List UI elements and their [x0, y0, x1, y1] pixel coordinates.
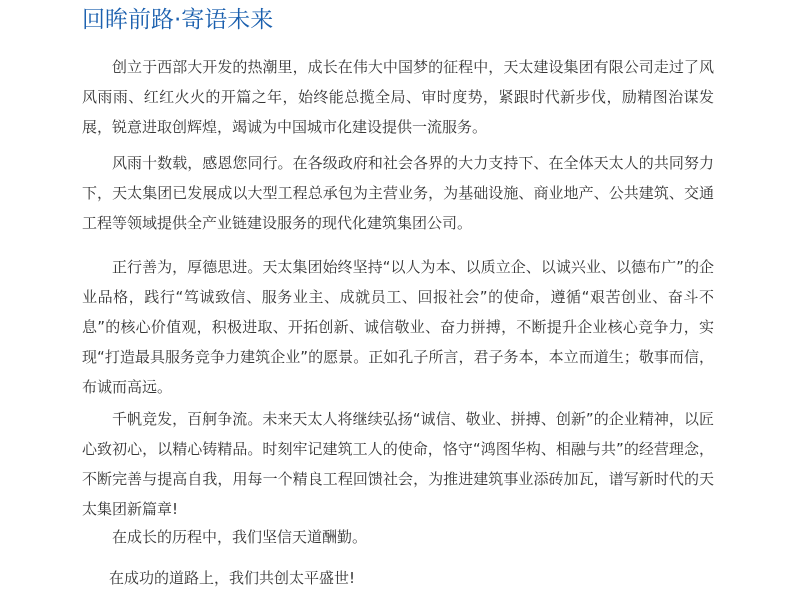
page-title: 回眸前路·寄语未来: [82, 7, 274, 33]
paragraph-development: 风雨十数载，感恩您同行。在各级政府和社会各界的大力支持下、在全体天太人的共同努力下，天太集团已发展成以大型工程总承包为主营业务，为基础设施、商业地产、公共建筑、交通工程等领域提供全产业链建设服务的现代化建筑集团公司。: [82, 154, 714, 232]
paragraph-values: 正行善为，厚德思进。天太集团始终坚持“以人为本、以质立企、以诚兴业、以德布广”的企业品格，践行“笃诚致信、服务业主、成就员工、回报社会”的使命，遵循“艰苦创业、奋斗不息”的核心价值观，积极进取、开拓创新、诚信敬业、奋力拼搏，不断提升企业核心竞争力，实现“打造最具服务竞争力建筑企业”的愿景。正如孔子所言，君子务本，本立而道生；敬事而信，布诚而高远。: [82, 258, 714, 396]
paragraph-closing-2: 在成功的道路上，我们共创太平盛世!: [109, 569, 356, 587]
paragraph-closing-1: 在成长的历程中，我们坚信天道酬勤。: [112, 528, 368, 546]
paragraph-future: 千帆竞发，百舸争流。未来天太人将继续弘扬“诚信、敬业、拼搏、创新”的企业精神，以匠心致初心，以精心铸精品。时刻牢记建筑工人的使命，恪守“鸿图华构、相融与共”的经营理念，不断完善与提高自我，用每一个精良工程回馈社会，为推进建筑事业添砖加瓦，谱写新时代的天太集团新篇章!: [82, 410, 714, 518]
paragraph-intro: 创立于西部大开发的热潮里，成长在伟大中国梦的征程中，天太建设集团有限公司走过了风风雨雨、红红火火的开篇之年，始终能总揽全局、审时度势，紧跟时代新步伐，励精图治谋发展，锐意进取创辉煌，竭诚为中国城市化建设提供一流服务。: [82, 58, 714, 136]
